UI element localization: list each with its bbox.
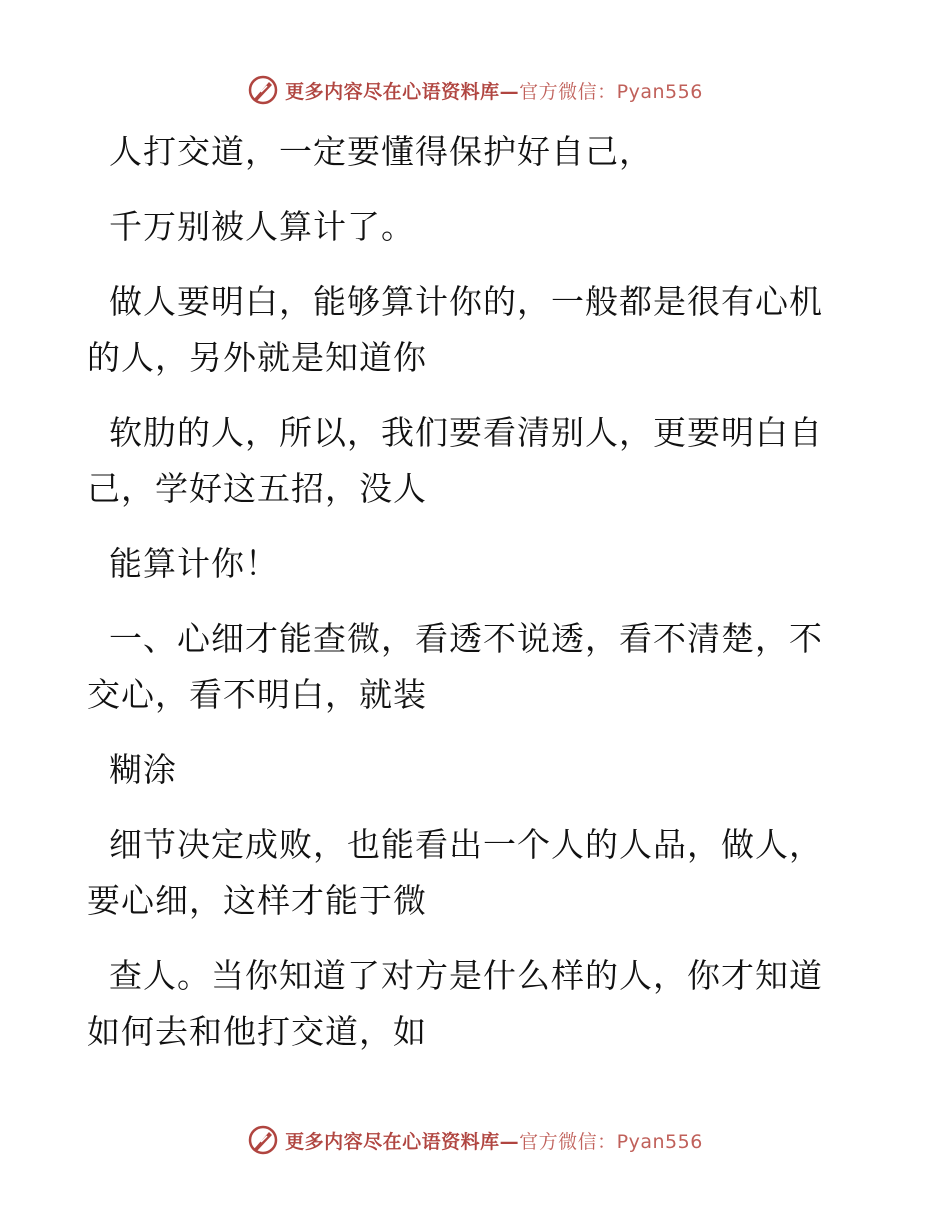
paragraph-line: 要心细，这样才能于微 [87,881,427,920]
paragraph-line: 糊涂 [109,750,177,789]
paragraph-line: 如何去和他打交道，如 [87,1012,427,1051]
paragraph [98,124,838,180]
paragraph-line: 一、心细才能查微，看透不说透，看不清楚，不 [109,619,823,658]
paragraph [98,742,838,798]
document-body [87,124,838,1079]
footer-banner [0,1120,950,1160]
paragraph [87,274,838,386]
paragraph-line: 查人。当你知道了对方是什么样的人，你才知道 [109,956,823,995]
paragraph [87,948,838,1060]
paragraph-line: 交心，看不明白，就装 [87,675,427,714]
quill-logo-icon [247,74,279,106]
paragraph-line: 软肋的人，所以，我们要看清别人，更要明白自 [109,413,823,452]
paragraph-line: 的人，另外就是知道你 [87,338,427,377]
paragraph-line: 细节决定成败，也能看出一个人的人品，做人， [109,825,823,864]
paragraph [87,817,838,929]
paragraph [87,611,838,723]
paragraph-line: 做人要明白，能够算计你的，一般都是很有心机 [109,282,823,321]
paragraph [98,199,838,255]
paragraph [98,536,838,592]
paragraph-line: 千万别被人算计了。 [109,207,415,246]
quill-logo-icon [247,1124,279,1156]
paragraph-line: 人打交道，一定要懂得保护好自己， [109,132,653,171]
paragraph-line: 能算计你！ [109,544,279,583]
header-banner-text: 更多内容尽在心语资料库—官方微信：Pyan556 [285,80,703,103]
paragraph [87,405,838,517]
header-banner [0,70,950,110]
footer-banner-text: 更多内容尽在心语资料库—官方微信：Pyan556 [285,1130,703,1153]
paragraph-line: 己，学好这五招，没人 [87,469,427,508]
